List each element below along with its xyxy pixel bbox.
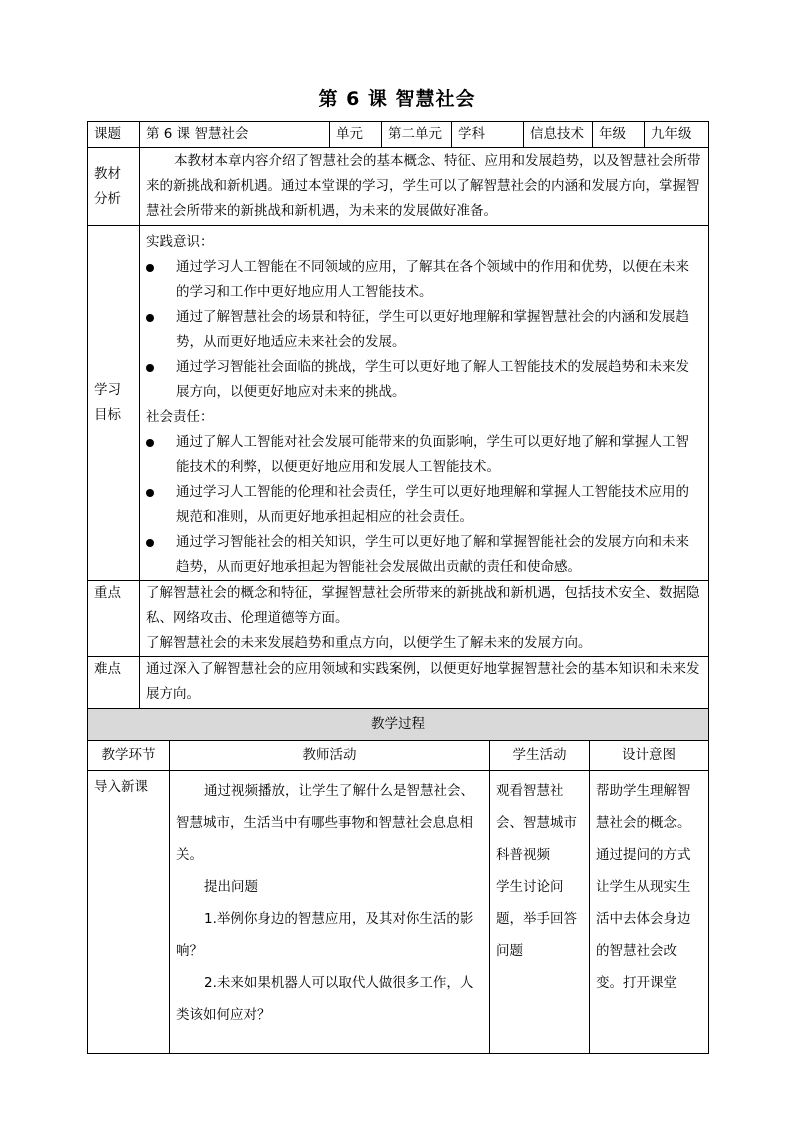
goals-section2-title: 社会责任： xyxy=(146,409,214,425)
bullet-icon xyxy=(146,439,154,447)
bullet-icon xyxy=(146,539,154,547)
goals-content xyxy=(140,226,709,581)
analysis-label: 教材 分析 xyxy=(88,148,140,226)
col-student: 学生活动 xyxy=(490,741,590,771)
course-value: 第 6 课 智慧社会 xyxy=(140,122,330,148)
subject-label: 学科 xyxy=(452,122,524,148)
bullet-icon xyxy=(146,489,154,497)
col-stage: 教学环节 xyxy=(88,741,170,771)
goals-bullet: 通过学习智能社会的相关知识，学生可以更好地了解和掌握智能社会的发展方向和未来趋势，从而更好地承担起为智能社会发展做出贡献的责任和使命感。 xyxy=(146,530,702,580)
difficult-points-label: 难点 xyxy=(88,657,140,709)
stage-cell: 导入新课 xyxy=(88,771,170,1054)
key-points-content: 了解智慧社会的概念和特征，掌握智慧社会所带来的新挑战和新机遇，包括技术安全、数据隐私、网络攻击、伦理道德等方面。 了解智慧社会的未来发展趋势和重点方向，以便学生了解未来的发展方向。 xyxy=(140,581,709,657)
process-header: 教学过程 xyxy=(88,709,709,741)
goals-bullet: 通过了解人工智能对社会发展可能带来的负面影响，学生可以更好地了解和掌握人工智能技术的利弊，以便更好地应用和发展人工智能技术。 xyxy=(146,430,702,480)
goals-bullet: 通过了解智慧社会的场景和特征，学生可以更好地理解和掌握智慧社会的内涵和发展趋势，从而更好地适应未来社会的发展。 xyxy=(146,305,702,355)
grade-label: 年级 xyxy=(593,122,645,148)
teacher-activity-cell: 通过视频播放，让学生了解什么是智慧社会、智慧城市，生活当中有哪些事物和智慧社会息息相关。 提出问题 1.举例你身边的智慧应用，及其对你生活的影响？ 2.未来如果机器人可以取代人做很多工作，人类该如何应对？ xyxy=(170,771,490,1054)
design-intent-cell: 帮助学生理解智慧社会的概念。通过提问的方式让学生从现实生活中去体会身边的智慧社会改变。打开课堂 xyxy=(590,771,709,1054)
analysis-row xyxy=(88,148,709,226)
goals-label: 学习 目标 xyxy=(88,226,140,581)
course-label: 课题 xyxy=(88,122,140,148)
col-design: 设计意图 xyxy=(590,741,709,771)
process-columns-row xyxy=(88,741,709,771)
goals-section1-title: 实践意识： xyxy=(146,234,214,250)
process-header-row xyxy=(88,709,709,741)
key-points-label: 重点 xyxy=(88,581,140,657)
page-title: 第 6 课 智慧社会 xyxy=(318,88,476,110)
unit-value: 第二单元 xyxy=(382,122,452,148)
analysis-text: 本教材本章内容介绍了智慧社会的基本概念、特征、应用和发展趋势，以及智慧社会所带来的新挑战和新机遇。通过本堂课的学习，学生可以了解智慧社会的内涵和发展方向，掌握智慧社会所带来的新挑战和新机遇，为未来的发展做好准备。 xyxy=(140,148,709,226)
bullet-icon xyxy=(146,364,154,372)
unit-label: 单元 xyxy=(330,122,382,148)
subject-value: 信息技术 xyxy=(524,122,593,148)
header-row xyxy=(88,122,709,148)
grade-value: 九年级 xyxy=(645,122,709,148)
teaching-process-table xyxy=(87,708,709,1054)
difficult-points-text: 通过深入了解智慧社会的应用领域和实践案例，以便更好地掌握智慧社会的基本知识和未来发展方向。 xyxy=(140,657,709,709)
bullet-icon xyxy=(146,314,154,322)
goals-bullet: 通过学习人工智能的伦理和社会责任，学生可以更好地理解和掌握人工智能技术应用的规范和准则，从而更好地承担起相应的社会责任。 xyxy=(146,480,702,530)
goals-bullet: 通过学习智能社会面临的挑战，学生可以更好地了解人工智能技术的发展趋势和未来发展方向，以便更好地应对未来的挑战。 xyxy=(146,355,702,405)
process-row-intro xyxy=(88,771,709,1054)
student-activity-cell: 观看智慧社会、智慧城市科普视频 学生讨论问题，举手回答问题 xyxy=(490,771,590,1054)
difficult-points-row xyxy=(88,657,709,709)
lesson-info-table xyxy=(87,121,709,709)
key-points-row xyxy=(88,581,709,657)
bullet-icon xyxy=(146,264,154,272)
goals-bullet: 通过学习人工智能在不同领域的应用，了解其在各个领域中的作用和优势，以便在未来的学习和工作中更好地应用人工智能技术。 xyxy=(146,255,702,305)
col-teacher: 教师活动 xyxy=(170,741,490,771)
goals-row xyxy=(88,226,709,581)
